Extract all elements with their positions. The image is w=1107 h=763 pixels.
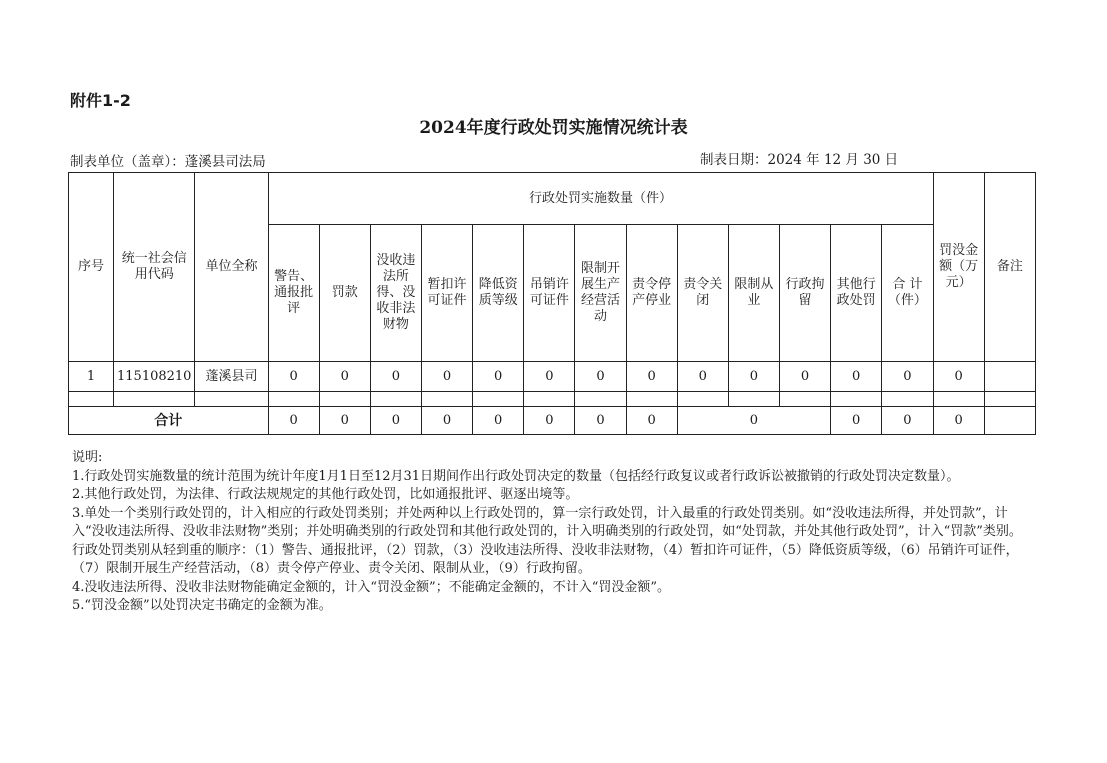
total-value: 0: [370, 407, 421, 435]
header-col: 行政拘留: [779, 225, 830, 362]
header-col: 限制开展生产经营活动: [575, 225, 626, 362]
header-amount: 罚没金额（万元）: [933, 173, 984, 362]
header-credit-code: 统一社会信用代码: [114, 173, 195, 362]
total-value: 0: [575, 407, 626, 435]
header-col: 责令停产停业: [626, 225, 677, 362]
row-value: 0: [728, 362, 779, 392]
total-value: 0: [421, 407, 472, 435]
header-unit-name: 单位全称: [195, 173, 268, 362]
row-value: 0: [677, 362, 728, 392]
row-value: 0: [831, 362, 882, 392]
row-amount: 0: [933, 362, 984, 392]
header-col: 罚款: [319, 225, 370, 362]
row-value: 0: [524, 362, 575, 392]
date-label: 制表日期：2024 年 12 月 30 日: [700, 152, 899, 168]
header-seq: 序号: [69, 173, 114, 362]
row-remark: [984, 362, 1035, 392]
notes-heading: 说明:: [72, 450, 103, 465]
empty-row: [69, 392, 1036, 407]
note-item: 4.没收违法所得、没收非法财物能确定金额的，计入“罚没金额”；不能确定金额的，不计入“罚没金额”。: [72, 579, 670, 595]
header-group: 行政处罚实施数量（件）: [268, 173, 933, 225]
row-unit-name: 蓬溪县司: [195, 362, 268, 392]
header-col: 合 计（件）: [882, 225, 933, 362]
row-credit-code: 115108210: [114, 362, 195, 392]
total-value: 0: [626, 407, 677, 435]
total-value: 0: [268, 407, 319, 435]
total-value-merged: 0: [677, 407, 830, 435]
total-value: 0: [524, 407, 575, 435]
total-value: 0: [882, 407, 933, 435]
table-row: [69, 362, 1036, 392]
note-item: 3.单处一个类别行政处罚的，计入相应的行政处罚类别；并处两种以上行政处罚的，算一宗行政处罚，计入最重的行政处罚类别。如“没收违法所得，并处罚款”，计入“没收违法所得、没收非法财物”类别；并处明确类别的行政处罚和其他行政处罚的，计入明确类别的行政处罚，如“处罚款，并处其他行政处罚”，计入“罚款”类别。行政处罚类别从轻到重的顺序：（1）警告、通报批评，（2）罚款，（3）没收违法所得、没收非法财物，（4）暂扣许可证件，（5）降低资质等级，（6）吊销许可证件，（7）限制开展生产经营活动，（8）责令停产停业、责令关闭、限制从业，（9）行政拘留。: [72, 505, 1022, 576]
total-label: 合计: [69, 407, 269, 435]
page-title: 2024年度行政处罚实施情况统计表: [419, 118, 688, 138]
total-value: 0: [319, 407, 370, 435]
row-value: 0: [421, 362, 472, 392]
row-value: 0: [575, 362, 626, 392]
header-col: 吊销许可证件: [524, 225, 575, 362]
header-col: 其他行政处罚: [831, 225, 882, 362]
header-col: 暂扣许可证件: [421, 225, 472, 362]
notes-section: [72, 449, 1032, 616]
statistics-table: [68, 172, 1036, 435]
row-value: 0: [319, 362, 370, 392]
note-item: 2.其他行政处罚，为法律、行政法规规定的其他行政处罚，比如通报批评、驱逐出境等。: [72, 487, 579, 502]
attachment-label: 附件1-2: [70, 91, 131, 110]
row-value: 0: [779, 362, 830, 392]
header-col: 降低资质等级: [473, 225, 524, 362]
row-value: 0: [268, 362, 319, 392]
row-value: 0: [473, 362, 524, 392]
header-col: 警告、通报批评: [268, 225, 319, 362]
row-seq: 1: [69, 362, 114, 392]
total-amount: 0: [933, 407, 984, 435]
header-remark: 备注: [984, 173, 1035, 362]
note-item: 1.行政处罚实施数量的统计范围为统计年度1月1日至12月31日期间作出行政处罚决定的数量（包括经行政复议或者行政诉讼被撤销的行政处罚决定数量）。: [72, 468, 960, 484]
total-value: 0: [831, 407, 882, 435]
note-item: 5.“罚没金额”以处罚决定书确定的金额为准。: [72, 598, 332, 613]
header-col: 责令关闭: [677, 225, 728, 362]
row-value: 0: [882, 362, 933, 392]
header-row-1: [69, 173, 1036, 225]
unit-label: 制表单位（盖章）：蓬溪县司法局: [70, 154, 266, 170]
row-value: 0: [370, 362, 421, 392]
header-col: 限制从业: [728, 225, 779, 362]
row-value: 0: [626, 362, 677, 392]
total-value: 0: [473, 407, 524, 435]
total-row: [69, 407, 1036, 435]
header-col: 没收违法所得、没收非法财物: [370, 225, 421, 362]
